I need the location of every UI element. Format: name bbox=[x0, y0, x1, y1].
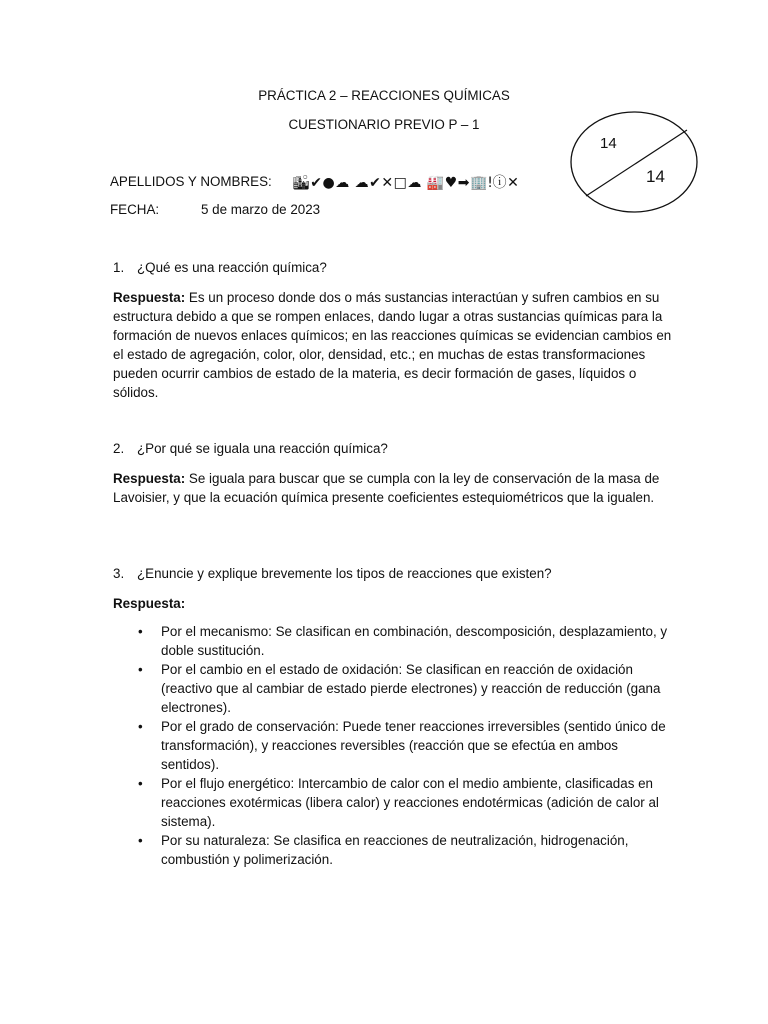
grade-bottom-value: 14 bbox=[646, 167, 665, 186]
list-item bbox=[113, 622, 673, 660]
list-item-text: Por el mecanismo: Se clasifican en combinación, descomposición, desplazamiento, y doble sustitución. bbox=[161, 624, 668, 658]
list-item bbox=[113, 717, 673, 774]
answer-3-label-line bbox=[113, 594, 673, 613]
answer-3-label: Respuesta: bbox=[113, 596, 186, 611]
question-3-number: 3. bbox=[113, 566, 125, 581]
answer-2 bbox=[113, 469, 673, 507]
list-item bbox=[113, 660, 673, 717]
grade-circle-outline bbox=[571, 112, 697, 212]
question-2-number: 2. bbox=[113, 441, 125, 456]
question-1-number: 1. bbox=[113, 260, 125, 275]
bullet-dot: • bbox=[138, 776, 143, 791]
list-item-text: Por el cambio en el estado de oxidación: Se clasifican en reacción de oxidación (reactivo que al cambiar de estado pierde electrones) y reacción de reducción (gana electrones). bbox=[161, 662, 661, 715]
answer-1-text: Es un proceso donde dos o más sustancias interactúan y sufren cambios en su estructura debido a que se rompen enlaces, dando lugar a otras sustancias químicas para la formación de nuevos enlaces químicos; en las reacciones químicas se evidencian cambios en el estado de agregación, color, olor, densidad, etc.; en muchas de estas transformaciones pueden ocurrir cambios de estado de la materia, es decir formación de gases, líquidos o sólidos. bbox=[113, 290, 672, 400]
question-1-text: ¿Qué es una reacción química? bbox=[137, 260, 327, 275]
document-title: PRÁCTICA 2 – REACCIONES QUÍMICAS bbox=[258, 88, 510, 103]
date-label: FECHA: bbox=[110, 202, 160, 217]
date-value: 5 de marzo de 2023 bbox=[201, 202, 321, 217]
list-item bbox=[113, 774, 673, 831]
answer-1 bbox=[113, 288, 673, 402]
name-label: APELLIDOS Y NOMBRES: bbox=[110, 174, 272, 189]
list-item-text: Por el grado de conservación: Puede tener reacciones irreversibles (sentido único de transformación), y reacciones reversibles (reacción que se efectúa en ambos sentidos). bbox=[161, 719, 666, 772]
list-item-text: Por su naturaleza: Se clasifica en reacciones de neutralización, hidrogenación, combustión y polimerización. bbox=[161, 833, 629, 867]
answer-2-label: Respuesta: bbox=[113, 471, 186, 486]
answer-1-label: Respuesta: bbox=[113, 290, 186, 305]
list-item bbox=[113, 831, 673, 869]
bullet-dot: • bbox=[138, 833, 143, 848]
answer-2-text: Se iguala para buscar que se cumpla con la ley de conservación de la masa de Lavoisier, y que la ecuación química presente coeficientes estequiométricos que la igualen. bbox=[113, 471, 660, 505]
bullet-dot: • bbox=[138, 624, 143, 639]
list-item-text: Por el flujo energético: Intercambio de calor con el medio ambiente, clasificadas en reacciones exotérmicas (libera calor) y reacciones endotérmicas (adición de calor al sistema). bbox=[161, 776, 659, 829]
bullet-dot: • bbox=[138, 719, 143, 734]
grade-circle bbox=[566, 108, 702, 216]
document-subtitle: CUESTIONARIO PREVIO P – 1 bbox=[288, 117, 480, 132]
bullet-dot: • bbox=[138, 662, 143, 677]
reaction-types-list bbox=[113, 622, 673, 869]
question-3-text: ¿Enuncie y explique brevemente los tipos de reacciones que existen? bbox=[137, 566, 552, 581]
name-value: 🏙✔●☁ ☁✔✕□☁ 🏭♥➡🏢ǃⓘ✕ bbox=[292, 175, 520, 191]
question-2-text: ¿Por qué se iguala una reacción química? bbox=[137, 441, 388, 456]
grade-top-value: 14 bbox=[600, 135, 617, 152]
